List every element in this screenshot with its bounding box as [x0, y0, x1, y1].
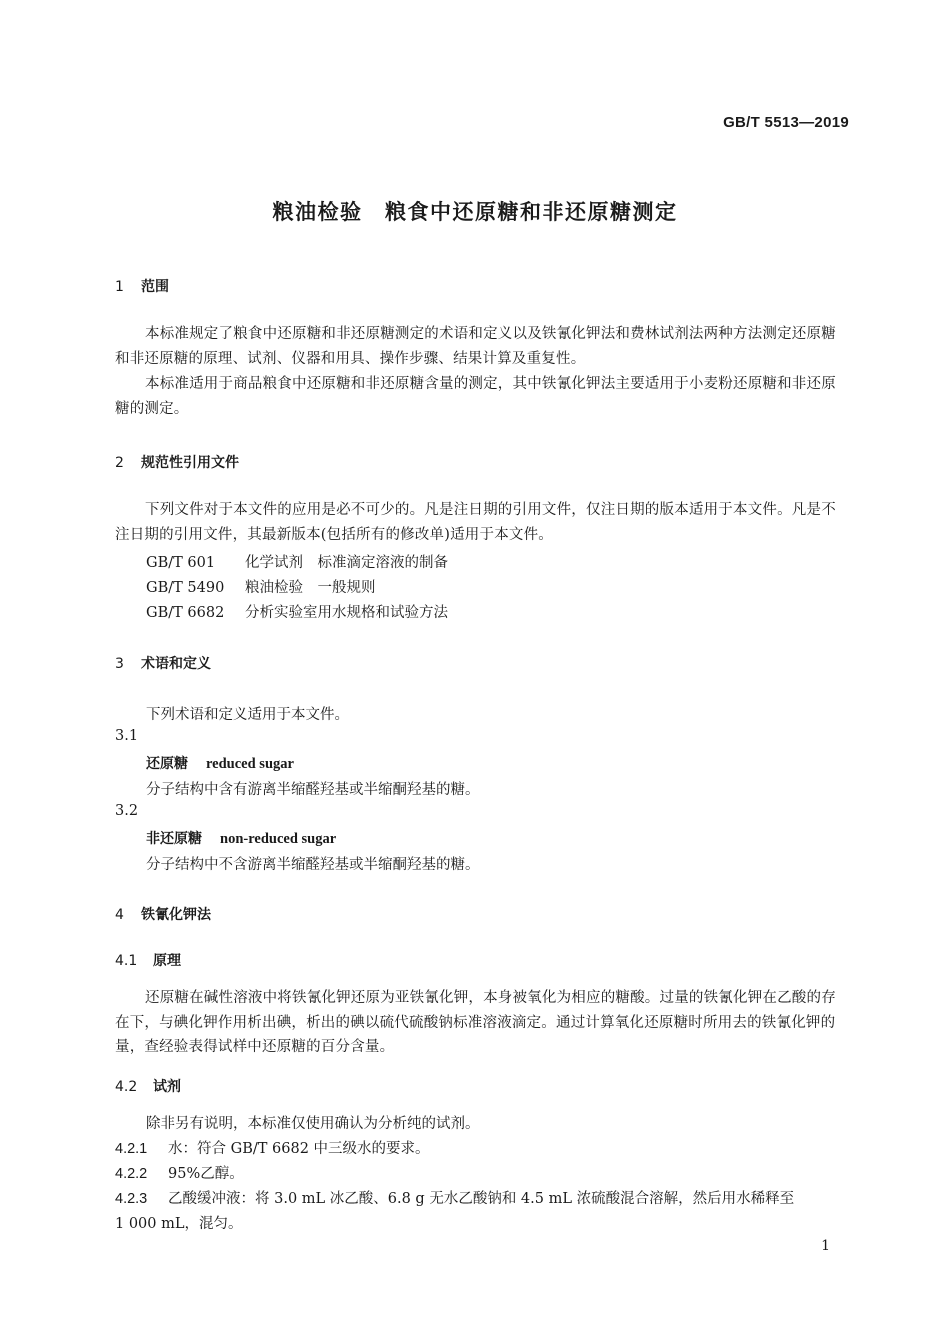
term-en: non-reduced sugar: [220, 831, 337, 847]
section-number: 2: [115, 455, 124, 471]
section-number: 4.2: [115, 1079, 138, 1095]
term-entry: [146, 828, 336, 848]
term-zh: 还原糖: [146, 756, 188, 772]
reagent-item: [115, 1162, 244, 1183]
section-2-intro: 下列文件对于本文件的应用是必不可少的。凡是注日期的引用文件，仅注日期的版本适用于本文件。凡是不注日期的引用文件，其最新版本(包括所有的修改单)适用于本文件。: [115, 502, 836, 543]
term-en: reduced sugar: [206, 756, 294, 772]
reference-title: 粮油检验 一般规则: [245, 580, 376, 596]
standard-number: GB/T 5513—2019: [723, 114, 849, 131]
reagent-item: [115, 1137, 430, 1158]
reference-code: GB/T 601: [146, 555, 216, 571]
reagent-text: 乙酸缓冲液：将 3.0 mL 冰乙酸、6.8 g 无水乙酸钠和 4.5 mL 浓硫酸混合溶解，然后用水稀释至: [168, 1191, 795, 1207]
reference-item: [146, 576, 376, 597]
reference-item: [146, 601, 448, 622]
section-1-paragraph-1: 本标准规定了粮食中还原糖和非还原糖测定的术语和定义以及铁氰化钾法和费林试剂法两种方法测定还原糖和非还原糖的原理、试剂、仪器和用具、操作步骤、结果计算及重复性。: [115, 326, 836, 367]
section-3-heading: [115, 653, 211, 673]
term-zh: 非还原糖: [146, 831, 202, 847]
section-4-1-text: 还原糖在碱性溶液中将铁氰化钾还原为亚铁氰化钾，本身被氧化为相应的糖酸。过量的铁氰化钾在乙酸的存在下，与碘化钾作用析出碘，析出的碘以硫代硫酸钠标准溶液滴定。通过计算氧化还原糖时所用去的铁氰化钾的量，查经验表得试样中还原糖的百分含量。: [115, 990, 836, 1055]
section-4-heading: [115, 904, 211, 924]
section-3-intro: 下列术语和定义适用于本文件。: [146, 707, 349, 723]
section-number: 4: [115, 907, 124, 923]
document-title: 粮油检验 粮食中还原糖和非还原糖测定: [272, 200, 678, 224]
term-number: 3.1: [115, 728, 139, 744]
section-4-2-heading: [115, 1076, 181, 1096]
term-definition: 分子结构中含有游离半缩醛羟基或半缩酮羟基的糖。: [146, 782, 480, 798]
section-title: 试剂: [153, 1079, 181, 1095]
section-2-heading: [115, 452, 239, 472]
section-4-2-intro: 除非另有说明，本标准仅使用确认为分析纯的试剂。: [146, 1116, 480, 1132]
term-entry: [146, 753, 294, 773]
section-1-paragraph-2: 本标准适用于商品粮食中还原糖和非还原糖含量的测定，其中铁氰化钾法主要适用于小麦粉还原糖和非还原糖的测定。: [115, 376, 836, 417]
reagent-number: 4.2.3: [115, 1191, 148, 1207]
section-title: 原理: [153, 953, 181, 969]
reference-code: GB/T 5490: [146, 580, 225, 596]
section-title: 术语和定义: [141, 656, 211, 672]
term-number: 3.2: [115, 803, 139, 819]
section-title: 铁氰化钾法: [141, 907, 211, 923]
section-1-heading: [115, 276, 169, 296]
reference-code: GB/T 6682: [146, 605, 225, 621]
section-number: 3: [115, 656, 124, 672]
reference-title: 化学试剂 标准滴定溶液的制备: [245, 555, 448, 571]
reference-item: [146, 551, 448, 572]
reagent-continuation: 1 000 mL，混匀。: [115, 1216, 243, 1232]
reagent-number: 4.2.2: [115, 1166, 148, 1182]
reference-title: 分析实验室用水规格和试验方法: [245, 605, 448, 621]
reagent-number: 4.2.1: [115, 1141, 148, 1157]
section-4-1-heading: [115, 950, 181, 970]
reagent-item: [115, 1187, 794, 1208]
reagent-text: 95%乙醇。: [168, 1166, 244, 1182]
section-title: 范围: [141, 279, 169, 295]
reagent-text: 水：符合 GB/T 6682 中三级水的要求。: [168, 1141, 430, 1157]
section-title: 规范性引用文件: [141, 455, 239, 471]
section-number: 1: [115, 279, 124, 295]
page-number: 1: [821, 1238, 830, 1254]
term-definition: 分子结构中不含游离半缩醛羟基或半缩酮羟基的糖。: [146, 857, 480, 873]
section-number: 4.1: [115, 953, 138, 969]
